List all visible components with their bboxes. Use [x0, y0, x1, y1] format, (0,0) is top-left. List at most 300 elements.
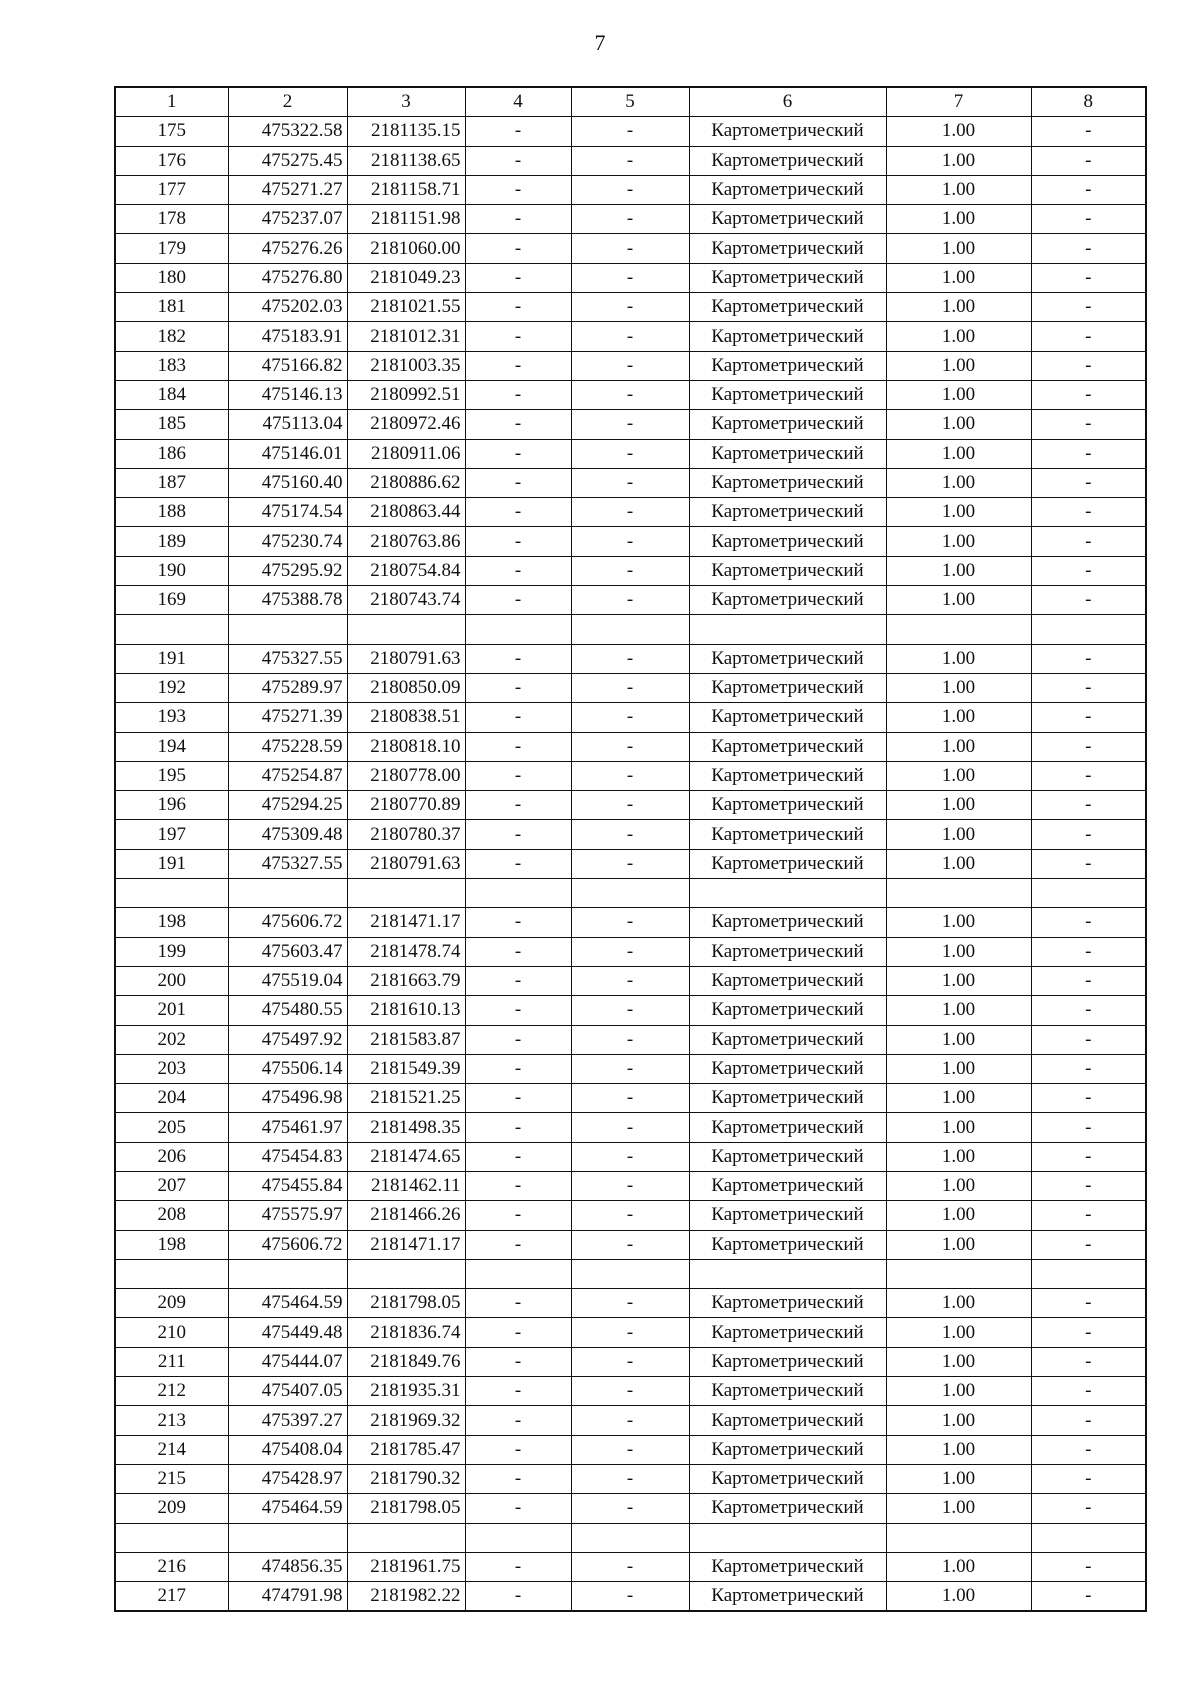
- cell-col-4: -: [465, 322, 571, 351]
- cell-col-4: -: [465, 1113, 571, 1142]
- cell-col-8: -: [1031, 1464, 1146, 1493]
- cell-col-8: -: [1031, 849, 1146, 878]
- cell-col-4: -: [465, 644, 571, 673]
- cell-point-number: 180: [115, 263, 228, 292]
- cell-coord-x: 475603.47: [228, 937, 347, 966]
- cell-method: Картометрический: [689, 468, 886, 497]
- cell-col-8: -: [1031, 410, 1146, 439]
- cell-col-8: -: [1031, 673, 1146, 702]
- cell-coord-y: 2181012.31: [347, 322, 465, 351]
- cell-method: Картометрический: [689, 351, 886, 380]
- cell-coord-y: 2181003.35: [347, 351, 465, 380]
- cell-point-number: 216: [115, 1552, 228, 1581]
- table-row: [115, 380, 1146, 409]
- cell-point-number: 207: [115, 1171, 228, 1200]
- cell-coord-y: 2181521.25: [347, 1084, 465, 1113]
- cell-accuracy: 1.00: [886, 439, 1031, 468]
- separator-row: [115, 615, 1146, 644]
- cell-coord-x: 475146.01: [228, 439, 347, 468]
- cell-accuracy: 1.00: [886, 761, 1031, 790]
- separator-row: [115, 1523, 1146, 1552]
- cell-col-4: -: [465, 1142, 571, 1171]
- header-cell-6: 6: [689, 87, 886, 117]
- cell-coord-y: 2181798.05: [347, 1289, 465, 1318]
- cell-accuracy: 1.00: [886, 205, 1031, 234]
- cell-col-5: -: [571, 644, 689, 673]
- cell-point-number: 175: [115, 117, 228, 146]
- cell-col-5: -: [571, 1406, 689, 1435]
- cell-accuracy: 1.00: [886, 908, 1031, 937]
- cell-col-4: -: [465, 1347, 571, 1376]
- cell-col-4: -: [465, 1318, 571, 1347]
- cell-coord-x: 475397.27: [228, 1406, 347, 1435]
- cell-coord-x: 475271.27: [228, 175, 347, 204]
- cell-col-8: -: [1031, 351, 1146, 380]
- cell-method: Картометрический: [689, 849, 886, 878]
- cell-col-5: -: [571, 1494, 689, 1523]
- cell-coord-y: 2181663.79: [347, 966, 465, 995]
- table-row: [115, 293, 1146, 322]
- cell-point-number: [115, 1259, 228, 1288]
- header-cell-3: 3: [347, 87, 465, 117]
- cell-point-number: [115, 1523, 228, 1552]
- table-row: [115, 703, 1146, 732]
- cell-col-8: -: [1031, 703, 1146, 732]
- cell-coord-x: 475519.04: [228, 966, 347, 995]
- cell-col-8: -: [1031, 1054, 1146, 1083]
- cell-col-4: [465, 615, 571, 644]
- cell-col-8: -: [1031, 556, 1146, 585]
- header-cell-5: 5: [571, 87, 689, 117]
- cell-coord-x: 475183.91: [228, 322, 347, 351]
- cell-point-number: 198: [115, 908, 228, 937]
- cell-method: Картометрический: [689, 1406, 886, 1435]
- cell-point-number: 209: [115, 1494, 228, 1523]
- cell-coord-x: 475464.59: [228, 1494, 347, 1523]
- cell-col-5: -: [571, 1318, 689, 1347]
- cell-col-5: -: [571, 234, 689, 263]
- cell-col-4: -: [465, 1084, 571, 1113]
- cell-point-number: 209: [115, 1289, 228, 1318]
- table-row: [115, 908, 1146, 937]
- cell-col-8: [1031, 1523, 1146, 1552]
- table-row: [115, 1084, 1146, 1113]
- cell-coord-x: 475464.59: [228, 1289, 347, 1318]
- cell-accuracy: 1.00: [886, 703, 1031, 732]
- table-row: [115, 1054, 1146, 1083]
- cell-col-5: -: [571, 703, 689, 732]
- table-row: [115, 1318, 1146, 1347]
- cell-coord-y: 2181478.74: [347, 937, 465, 966]
- cell-coord-x: 475455.84: [228, 1171, 347, 1200]
- cell-point-number: 184: [115, 380, 228, 409]
- cell-col-5: [571, 615, 689, 644]
- table-row: [115, 1435, 1146, 1464]
- cell-coord-x: 475174.54: [228, 498, 347, 527]
- table-row: [115, 117, 1146, 146]
- cell-coord-y: 2181462.11: [347, 1171, 465, 1200]
- cell-coord-y: 2180763.86: [347, 527, 465, 556]
- cell-point-number: 210: [115, 1318, 228, 1347]
- cell-accuracy: 1.00: [886, 1230, 1031, 1259]
- cell-col-4: -: [465, 732, 571, 761]
- cell-method: Картометрический: [689, 673, 886, 702]
- cell-col-4: -: [465, 556, 571, 585]
- cell-accuracy: [886, 879, 1031, 908]
- cell-accuracy: 1.00: [886, 1582, 1031, 1612]
- cell-point-number: 201: [115, 996, 228, 1025]
- cell-coord-x: 475496.98: [228, 1084, 347, 1113]
- cell-col-4: -: [465, 410, 571, 439]
- cell-point-number: 183: [115, 351, 228, 380]
- table-row: [115, 849, 1146, 878]
- cell-coord-y: 2181151.98: [347, 205, 465, 234]
- cell-coord-x: 475237.07: [228, 205, 347, 234]
- cell-method: Картометрический: [689, 205, 886, 234]
- cell-col-8: -: [1031, 1171, 1146, 1200]
- cell-col-4: -: [465, 1201, 571, 1230]
- table-row: [115, 586, 1146, 615]
- cell-coord-y: 2181498.35: [347, 1113, 465, 1142]
- cell-method: [689, 1523, 886, 1552]
- cell-method: Картометрический: [689, 1230, 886, 1259]
- cell-coord-y: 2181610.13: [347, 996, 465, 1025]
- header-cell-8: 8: [1031, 87, 1146, 117]
- cell-accuracy: 1.00: [886, 1054, 1031, 1083]
- cell-coord-y: 2180972.46: [347, 410, 465, 439]
- cell-method: Картометрический: [689, 966, 886, 995]
- cell-point-number: 205: [115, 1113, 228, 1142]
- cell-accuracy: 1.00: [886, 263, 1031, 292]
- cell-col-5: -: [571, 586, 689, 615]
- cell-method: Картометрический: [689, 1582, 886, 1612]
- table-row: [115, 263, 1146, 292]
- cell-col-8: [1031, 1259, 1146, 1288]
- cell-point-number: 182: [115, 322, 228, 351]
- cell-col-5: -: [571, 1201, 689, 1230]
- table-row: [115, 1377, 1146, 1406]
- cell-col-8: [1031, 879, 1146, 908]
- cell-col-8: -: [1031, 1406, 1146, 1435]
- cell-col-8: -: [1031, 527, 1146, 556]
- cell-col-8: -: [1031, 966, 1146, 995]
- cell-coord-x: 475327.55: [228, 849, 347, 878]
- cell-coord-x: 475294.25: [228, 791, 347, 820]
- cell-col-5: -: [571, 556, 689, 585]
- table-header-row: [115, 87, 1146, 117]
- cell-col-5: -: [571, 175, 689, 204]
- cell-coord-x: 475388.78: [228, 586, 347, 615]
- cell-point-number: 196: [115, 791, 228, 820]
- cell-accuracy: 1.00: [886, 527, 1031, 556]
- cell-coord-y: 2180911.06: [347, 439, 465, 468]
- cell-coord-y: 2180818.10: [347, 732, 465, 761]
- cell-col-4: [465, 879, 571, 908]
- cell-point-number: 194: [115, 732, 228, 761]
- cell-coord-x: 475461.97: [228, 1113, 347, 1142]
- cell-accuracy: 1.00: [886, 732, 1031, 761]
- cell-accuracy: 1.00: [886, 1552, 1031, 1581]
- cell-accuracy: 1.00: [886, 1201, 1031, 1230]
- cell-col-5: -: [571, 468, 689, 497]
- table-row: [115, 410, 1146, 439]
- cell-accuracy: 1.00: [886, 322, 1031, 351]
- table-row: [115, 1171, 1146, 1200]
- cell-coord-y: 2180778.00: [347, 761, 465, 790]
- cell-col-4: -: [465, 263, 571, 292]
- cell-col-5: -: [571, 351, 689, 380]
- cell-coord-x: 475275.45: [228, 146, 347, 175]
- cell-col-5: -: [571, 1377, 689, 1406]
- cell-accuracy: 1.00: [886, 1406, 1031, 1435]
- cell-col-5: -: [571, 1171, 689, 1200]
- cell-method: Картометрический: [689, 937, 886, 966]
- cell-coord-x: 474791.98: [228, 1582, 347, 1612]
- cell-method: Картометрический: [689, 117, 886, 146]
- cell-col-4: -: [465, 673, 571, 702]
- cell-coord-y: 2181135.15: [347, 117, 465, 146]
- cell-point-number: [115, 615, 228, 644]
- cell-point-number: 198: [115, 1230, 228, 1259]
- cell-point-number: 195: [115, 761, 228, 790]
- cell-col-8: -: [1031, 234, 1146, 263]
- cell-col-5: [571, 1523, 689, 1552]
- cell-method: Картометрический: [689, 1289, 886, 1318]
- cell-coord-x: 475276.26: [228, 234, 347, 263]
- table-row: [115, 791, 1146, 820]
- table-row: [115, 673, 1146, 702]
- table-row: [115, 644, 1146, 673]
- cell-point-number: 203: [115, 1054, 228, 1083]
- cell-coord-x: 475428.97: [228, 1464, 347, 1493]
- cell-point-number: 193: [115, 703, 228, 732]
- cell-col-4: -: [465, 498, 571, 527]
- cell-col-5: -: [571, 380, 689, 409]
- cell-col-4: -: [465, 761, 571, 790]
- cell-col-5: -: [571, 205, 689, 234]
- table-row: [115, 527, 1146, 556]
- cell-point-number: 208: [115, 1201, 228, 1230]
- cell-col-4: -: [465, 937, 571, 966]
- cell-method: Картометрический: [689, 820, 886, 849]
- cell-col-4: -: [465, 586, 571, 615]
- cell-method: Картометрический: [689, 1025, 886, 1054]
- cell-method: Картометрический: [689, 527, 886, 556]
- coordinates-table: [114, 86, 1147, 1612]
- cell-point-number: [115, 879, 228, 908]
- cell-col-8: -: [1031, 1201, 1146, 1230]
- table-row: [115, 937, 1146, 966]
- cell-col-5: -: [571, 849, 689, 878]
- cell-col-5: -: [571, 996, 689, 1025]
- cell-method: Картометрический: [689, 732, 886, 761]
- cell-coord-x: 475506.14: [228, 1054, 347, 1083]
- cell-col-4: -: [465, 1464, 571, 1493]
- cell-coord-y: 2181466.26: [347, 1201, 465, 1230]
- cell-point-number: 199: [115, 937, 228, 966]
- cell-coord-x: [228, 615, 347, 644]
- cell-method: Картометрический: [689, 1347, 886, 1376]
- table-row: [115, 1113, 1146, 1142]
- cell-method: Картометрический: [689, 1377, 886, 1406]
- header-cell-1: 1: [115, 87, 228, 117]
- cell-col-8: -: [1031, 937, 1146, 966]
- cell-accuracy: 1.00: [886, 175, 1031, 204]
- cell-accuracy: 1.00: [886, 820, 1031, 849]
- cell-col-5: -: [571, 673, 689, 702]
- cell-accuracy: 1.00: [886, 1435, 1031, 1464]
- cell-point-number: 215: [115, 1464, 228, 1493]
- table-row: [115, 761, 1146, 790]
- cell-col-5: -: [571, 937, 689, 966]
- cell-coord-y: 2181790.32: [347, 1464, 465, 1493]
- cell-method: Картометрический: [689, 556, 886, 585]
- cell-accuracy: 1.00: [886, 673, 1031, 702]
- cell-accuracy: 1.00: [886, 1318, 1031, 1347]
- cell-coord-x: 475271.39: [228, 703, 347, 732]
- cell-col-5: -: [571, 1347, 689, 1376]
- cell-coord-y: 2181138.65: [347, 146, 465, 175]
- cell-method: Картометрический: [689, 1435, 886, 1464]
- cell-coord-y: 2181021.55: [347, 293, 465, 322]
- cell-coord-x: 475480.55: [228, 996, 347, 1025]
- cell-col-5: -: [571, 1464, 689, 1493]
- table-row: [115, 996, 1146, 1025]
- cell-coord-x: 475295.92: [228, 556, 347, 585]
- cell-col-5: -: [571, 439, 689, 468]
- table-row: [115, 439, 1146, 468]
- cell-method: Картометрический: [689, 1464, 886, 1493]
- cell-method: Картометрический: [689, 234, 886, 263]
- cell-col-5: -: [571, 820, 689, 849]
- cell-accuracy: 1.00: [886, 586, 1031, 615]
- cell-col-8: -: [1031, 908, 1146, 937]
- cell-coord-y: 2181049.23: [347, 263, 465, 292]
- cell-accuracy: 1.00: [886, 293, 1031, 322]
- cell-col-4: -: [465, 1171, 571, 1200]
- cell-col-4: -: [465, 527, 571, 556]
- cell-coord-y: 2181798.05: [347, 1494, 465, 1523]
- table-row: [115, 498, 1146, 527]
- cell-method: Картометрический: [689, 146, 886, 175]
- table-row: [115, 322, 1146, 351]
- cell-col-5: -: [571, 1142, 689, 1171]
- cell-point-number: 190: [115, 556, 228, 585]
- cell-method: Картометрический: [689, 1318, 886, 1347]
- cell-col-8: -: [1031, 1582, 1146, 1612]
- cell-coord-y: 2181471.17: [347, 908, 465, 937]
- cell-col-8: -: [1031, 1435, 1146, 1464]
- cell-col-5: -: [571, 1289, 689, 1318]
- cell-coord-y: 2180850.09: [347, 673, 465, 702]
- cell-coord-y: 2180754.84: [347, 556, 465, 585]
- table-row: [115, 1347, 1146, 1376]
- cell-coord-x: [228, 879, 347, 908]
- cell-col-8: -: [1031, 293, 1146, 322]
- cell-point-number: 178: [115, 205, 228, 234]
- cell-coord-y: 2181935.31: [347, 1377, 465, 1406]
- cell-coord-y: 2181060.00: [347, 234, 465, 263]
- cell-col-5: -: [571, 1113, 689, 1142]
- cell-col-8: -: [1031, 117, 1146, 146]
- cell-coord-y: 2180743.74: [347, 586, 465, 615]
- cell-col-8: -: [1031, 761, 1146, 790]
- cell-coord-x: 475166.82: [228, 351, 347, 380]
- cell-coord-y: 2181969.32: [347, 1406, 465, 1435]
- table-row: [115, 468, 1146, 497]
- cell-col-8: -: [1031, 175, 1146, 204]
- cell-method: Картометрический: [689, 586, 886, 615]
- cell-col-4: -: [465, 791, 571, 820]
- cell-method: Картометрический: [689, 263, 886, 292]
- table-row: [115, 175, 1146, 204]
- cell-coord-y: 2181549.39: [347, 1054, 465, 1083]
- cell-method: Картометрический: [689, 1084, 886, 1113]
- cell-col-4: -: [465, 996, 571, 1025]
- cell-coord-y: 2181158.71: [347, 175, 465, 204]
- cell-col-8: -: [1031, 586, 1146, 615]
- cell-coord-y: 2180838.51: [347, 703, 465, 732]
- cell-coord-y: 2180770.89: [347, 791, 465, 820]
- cell-coord-y: 2180791.63: [347, 644, 465, 673]
- cell-accuracy: 1.00: [886, 1464, 1031, 1493]
- cell-col-4: [465, 1259, 571, 1288]
- table-row: [115, 966, 1146, 995]
- cell-method: Картометрический: [689, 703, 886, 732]
- cell-method: [689, 1259, 886, 1288]
- cell-method: Картометрический: [689, 1552, 886, 1581]
- cell-col-5: -: [571, 1582, 689, 1612]
- cell-coord-y: [347, 1523, 465, 1552]
- cell-accuracy: 1.00: [886, 1113, 1031, 1142]
- cell-accuracy: 1.00: [886, 351, 1031, 380]
- cell-col-8: -: [1031, 996, 1146, 1025]
- cell-coord-x: 475449.48: [228, 1318, 347, 1347]
- cell-coord-y: 2180791.63: [347, 849, 465, 878]
- cell-method: Картометрический: [689, 498, 886, 527]
- cell-coord-x: 475407.05: [228, 1377, 347, 1406]
- cell-method: Картометрический: [689, 175, 886, 204]
- cell-point-number: 177: [115, 175, 228, 204]
- cell-coord-x: 475228.59: [228, 732, 347, 761]
- cell-col-5: -: [571, 1025, 689, 1054]
- cell-col-8: -: [1031, 439, 1146, 468]
- cell-coord-y: 2181474.65: [347, 1142, 465, 1171]
- cell-method: Картометрический: [689, 293, 886, 322]
- cell-accuracy: 1.00: [886, 1289, 1031, 1318]
- cell-col-8: -: [1031, 146, 1146, 175]
- cell-point-number: 176: [115, 146, 228, 175]
- cell-point-number: 192: [115, 673, 228, 702]
- table-row: [115, 1582, 1146, 1612]
- cell-col-8: -: [1031, 1347, 1146, 1376]
- cell-accuracy: 1.00: [886, 966, 1031, 995]
- cell-point-number: 202: [115, 1025, 228, 1054]
- table-row: [115, 1552, 1146, 1581]
- cell-col-8: -: [1031, 1084, 1146, 1113]
- cell-col-4: -: [465, 1230, 571, 1259]
- cell-point-number: 217: [115, 1582, 228, 1612]
- cell-point-number: 188: [115, 498, 228, 527]
- cell-col-4: -: [465, 146, 571, 175]
- cell-coord-y: 2180992.51: [347, 380, 465, 409]
- cell-col-8: -: [1031, 644, 1146, 673]
- cell-point-number: 179: [115, 234, 228, 263]
- cell-col-5: -: [571, 117, 689, 146]
- cell-accuracy: [886, 1259, 1031, 1288]
- header-cell-2: 2: [228, 87, 347, 117]
- cell-accuracy: 1.00: [886, 498, 1031, 527]
